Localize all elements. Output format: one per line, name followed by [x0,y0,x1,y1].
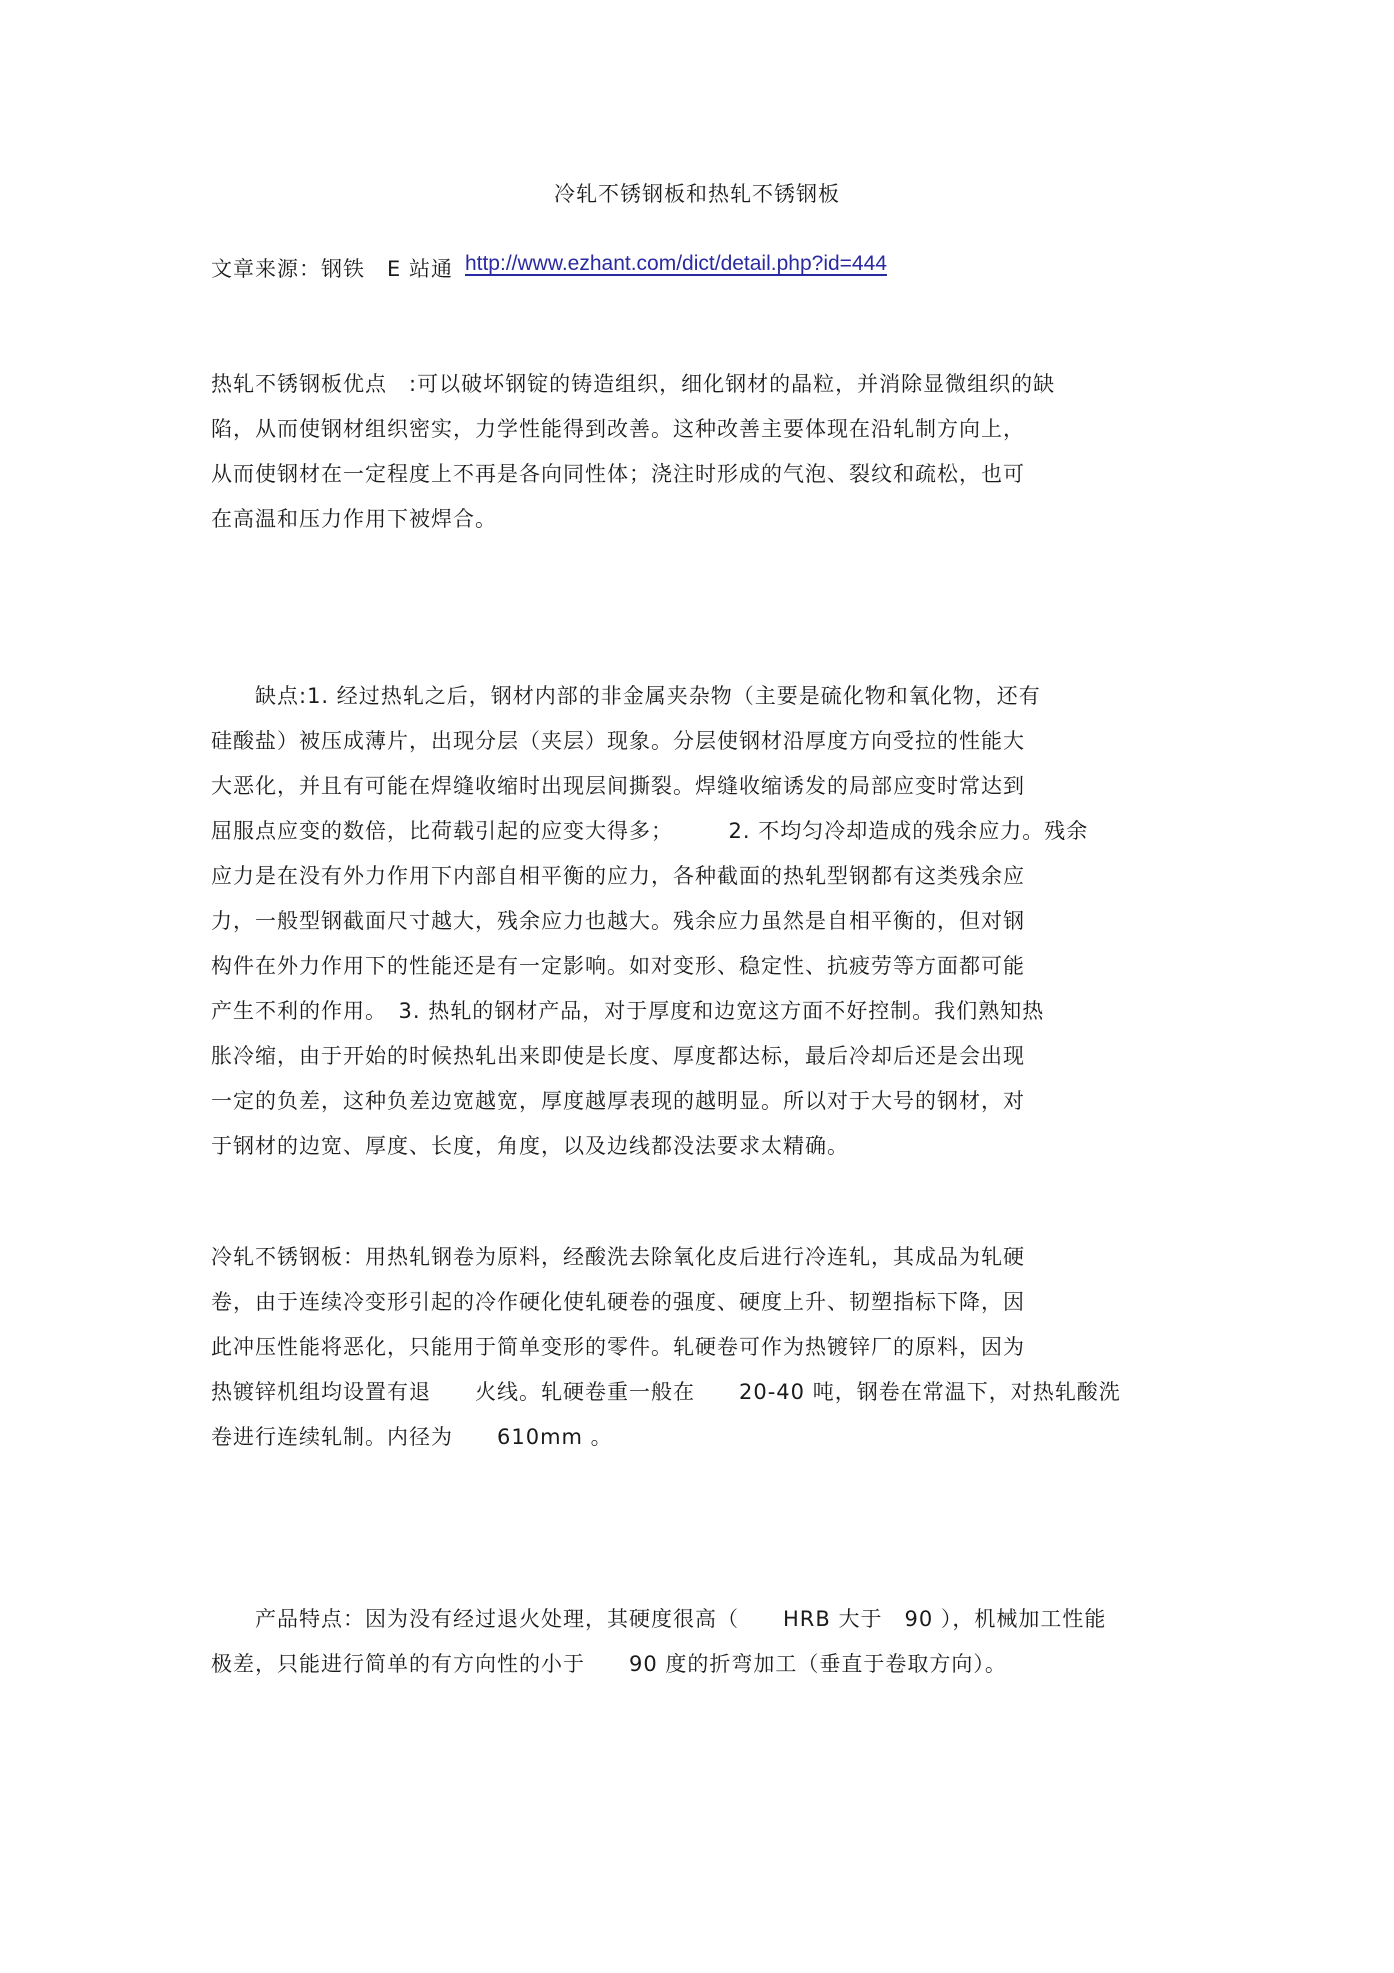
paragraph-hot-rolled-disadvantages [211,674,1088,1169]
paragraph-line: 卷，由于连续冷变形引起的冷作硬化使轧硬卷的强度、硬度上升、韧塑指标下降，因 [211,1290,1025,1314]
paragraph-line: 在高温和压力作用下被焊合。 [211,507,497,531]
paragraph-line: 产品特点：因为没有经过退火处理，其硬度很高（ HRB 大于 90 ），机械加工性能 [211,1607,1107,1631]
paragraph-line: 缺点:1. 经过热轧之后，钢材内部的非金属夹杂物（主要是硫化物和氧化物，还有 [211,684,1041,708]
paragraph-line: 卷进行连续轧制。内径为 610mm 。 [211,1425,613,1449]
paragraph-line: 力，一般型钢截面尺寸越大，残余应力也越大。残余应力虽然是自相平衡的，但对钢 [211,909,1025,933]
paragraph-line: 热镀锌机组均设置有退 火线。轧硬卷重一般在 20-40 吨，钢卷在常温下，对热轧酸洗 [211,1380,1121,1404]
paragraph-line: 从而使钢材在一定程度上不再是各向同性体；浇注时形成的气泡、裂纹和疏松，也可 [211,462,1025,486]
paragraph-line: 极差，只能进行简单的有方向性的小于 90 度的折弯加工（垂直于卷取方向）。 [211,1652,1007,1676]
paragraph-line: 于钢材的边宽、厚度、长度，角度，以及边线都没法要求太精确。 [211,1134,849,1158]
paragraph-line: 陷，从而使钢材组织密实，力学性能得到改善。这种改善主要体现在沿轧制方向上， [211,417,1025,441]
paragraph-line: 硅酸盐）被压成薄片，出现分层（夹层）现象。分层使钢材沿厚度方向受拉的性能大 [211,729,1025,753]
source-label: 文章来源：钢铁 E 站通 [211,257,453,281]
paragraph-line: 大恶化，并且有可能在焊缝收缩时出现层间撕裂。焊缝收缩诱发的局部应变时常达到 [211,774,1025,798]
source-link[interactable]: http://www.ezhant.com/dict/detail.php?id=444 [464,252,887,275]
paragraph-line: 应力是在没有外力作用下内部自相平衡的应力，各种截面的热轧型钢都有这类残余应 [211,864,1025,888]
document-title: 冷轧不锈钢板和热轧不锈钢板 [554,182,840,206]
paragraph-line: 一定的负差，这种负差边宽越宽，厚度越厚表现的越明显。所以对于大号的钢材，对 [211,1089,1025,1113]
paragraph-line: 屈服点应变的数倍，比荷载引起的应变大得多； 2. 不均匀冷却造成的残余应力。残余 [211,819,1089,843]
paragraph-line: 热轧不锈钢板优点 :可以破坏钢锭的铸造组织，细化钢材的晶粒，并消除显微组织的缺 [211,372,1056,396]
paragraph-cold-rolled [211,1235,1121,1460]
paragraph-hot-rolled-advantages [211,362,1055,542]
source-line [211,252,1005,283]
paragraph-line: 此冲压性能将恶化，只能用于简单变形的零件。轧硬卷可作为热镀锌厂的原料，因为 [211,1335,1025,1359]
paragraph-line: 胀冷缩，由于开始的时候热轧出来即使是长度、厚度都达标，最后冷却后还是会出现 [211,1044,1025,1068]
paragraph-line: 产生不利的作用。 3. 热轧的钢材产品，对于厚度和边宽这方面不好控制。我们熟知热 [211,999,1045,1023]
paragraph-line: 冷轧不锈钢板：用热轧钢卷为原料，经酸洗去除氧化皮后进行冷连轧，其成品为轧硬 [211,1245,1025,1269]
paragraph-line: 构件在外力作用下的性能还是有一定影响。如对变形、稳定性、抗疲劳等方面都可能 [211,954,1025,978]
paragraph-product-features [211,1597,1106,1687]
